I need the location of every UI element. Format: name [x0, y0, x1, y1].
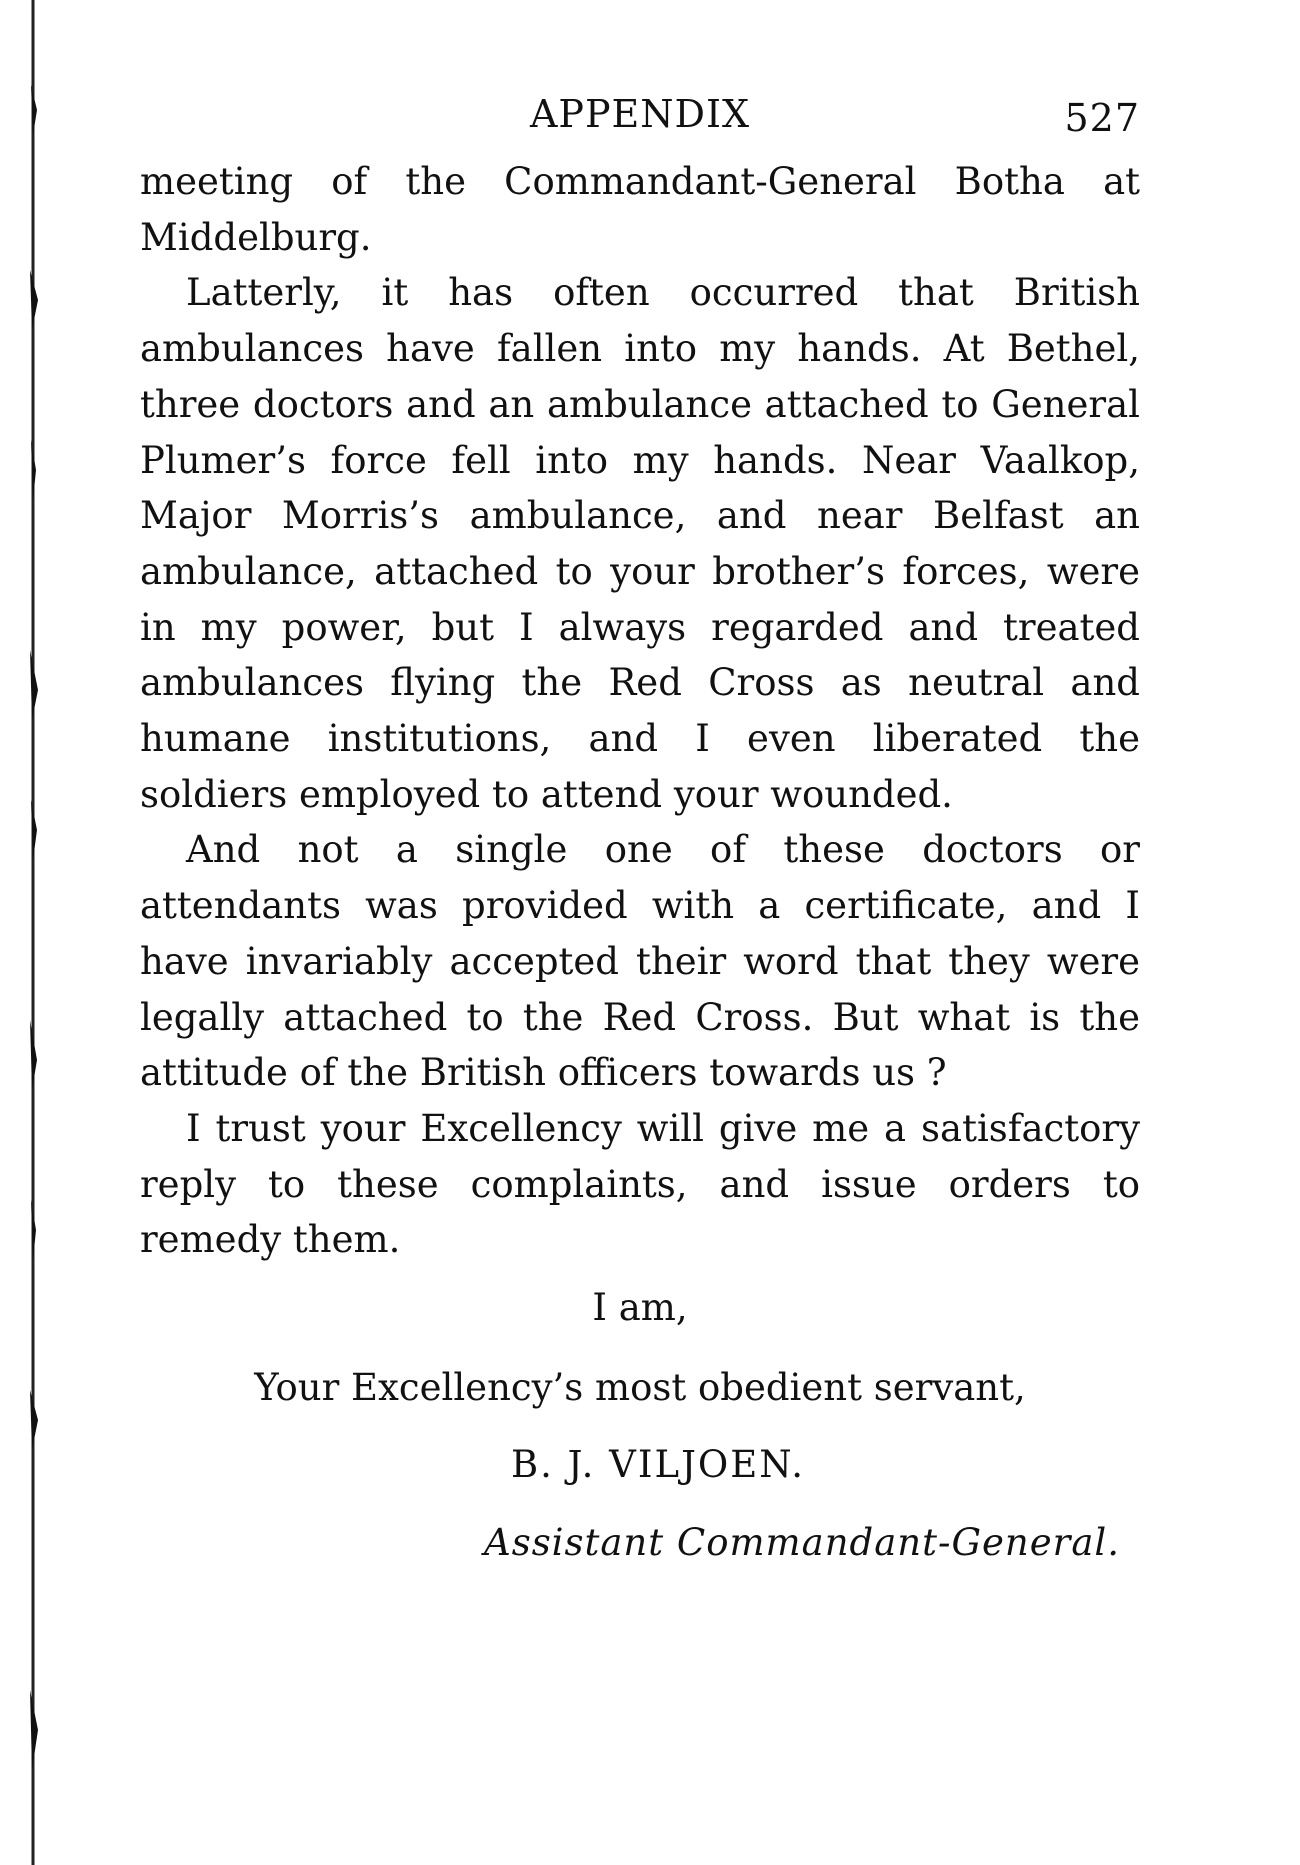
paragraph: And not a single one of these doctors or attendants was provided with a certificate, and I have invariably accepted their word that they were legally attached to the Red Cross. But what is the attitude of the British officers towards us ?: [140, 828, 1140, 1095]
paragraph: I trust your Excellency will give me a satisfactory reply to these complaints, and issue orders to remedy them.: [140, 1106, 1140, 1262]
page-binding-edge: [18, 0, 48, 1865]
signature-name: B. J. VILJOEN.: [510, 1443, 806, 1487]
closing-valediction: Your Excellency’s most obedient servant,: [254, 1365, 1026, 1409]
running-head: APPENDIX: [529, 92, 751, 136]
paragraph: meeting of the Commandant-General Botha at Middelburg.: [140, 160, 1140, 259]
closing-salutation: I am,: [592, 1286, 688, 1330]
book-page: [140, 92, 1140, 1571]
page-header: [140, 92, 1140, 144]
signature-title: Assistant Commandant-General.: [483, 1521, 1120, 1565]
page-number: 527: [1064, 96, 1140, 140]
paragraph: Latterly, it has often occurred that British ambulances have fallen into my hands. At Bethel, three doctors and an ambulance attached to General Plumer’s force fell into my hands. Near Vaalkop, Major Morris’s ambulance, and near Belfast an ambulance, attached to your brother’s forces, were in my power, but I always regarded and treated ambulances flying the Red Cross as neutral and humane institutions, and I even liberated the soldiers employed to attend your wounded.: [140, 271, 1140, 816]
